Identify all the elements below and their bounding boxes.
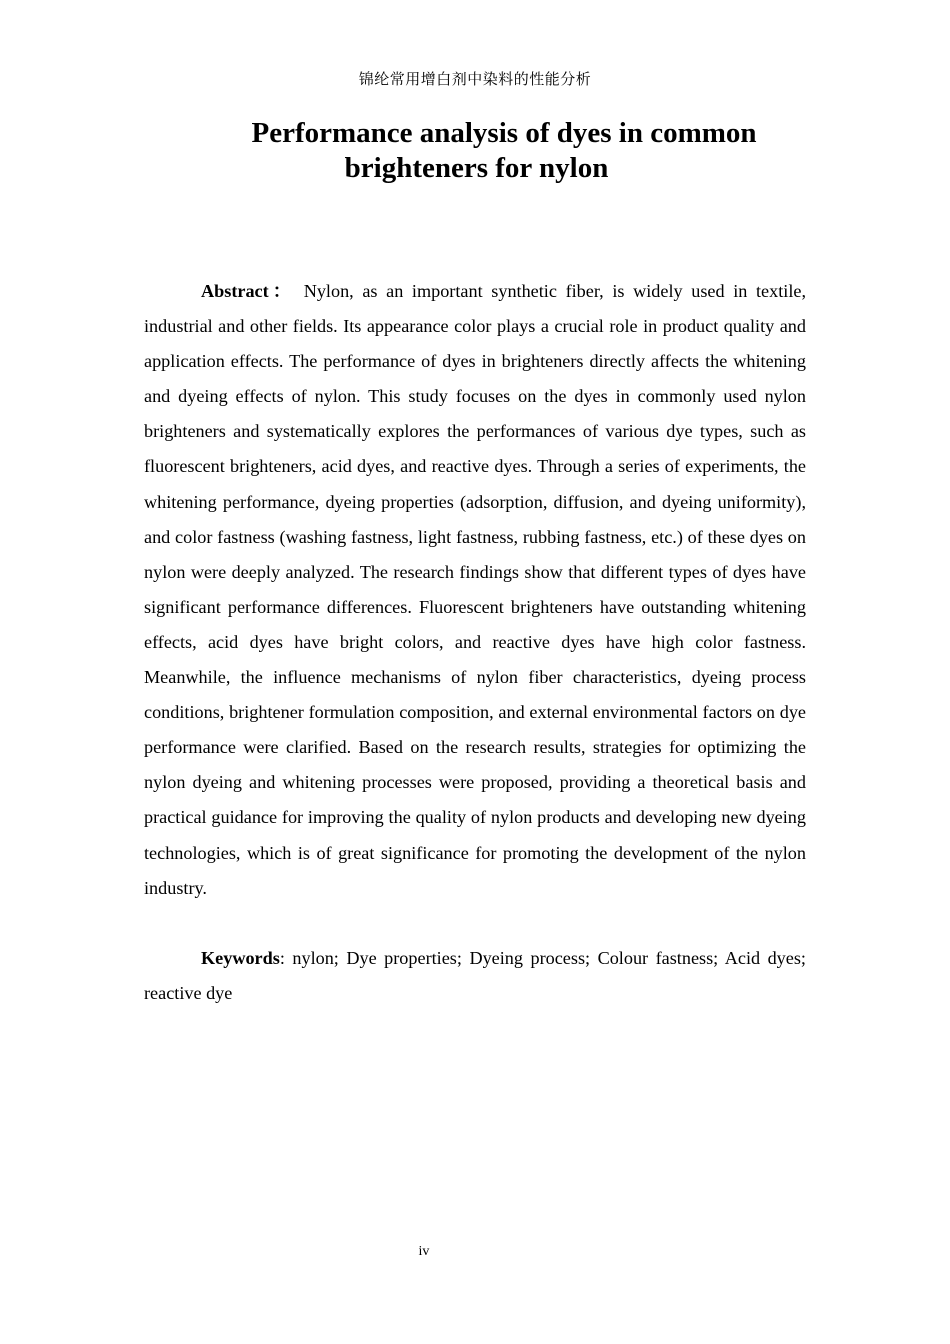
keywords-label: Keywords (201, 948, 280, 968)
keywords-paragraph (144, 941, 806, 1011)
running-header: 锦纶常用增白剂中染料的性能分析 (358, 70, 592, 88)
title-line-2: brighteners for nylon (344, 152, 609, 184)
keywords-text: nylon; Dye properties; Dyeing process; Colour fastness; Acid dyes; reactive dye (144, 948, 806, 1003)
page-title (180, 116, 828, 186)
title-line-1: Performance analysis of dyes in common (251, 117, 757, 149)
abstract-label: Abstract： (201, 281, 296, 301)
keywords-separator: : (279, 948, 293, 968)
abstract-text: Nylon, as an important synthetic fiber, is widely used in textile, industrial and other fields. Its appearance color plays a crucial role in product quality and application effects. The performance of dyes in brighteners directly affects the whitening and dyeing effects of nylon. This study focuses on the dyes in commonly used nylon brighteners and systematically explores the performances of various dye types, such as fluorescent brighteners, acid dyes, and reactive dyes. Through a series of experiments, the whitening performance, dyeing properties (adsorption, diffusion, and dyeing uniformity), and color fastness (washing fastness, light fastness, rubbing fastness, etc.) of these dyes on nylon were deeply analyzed. The research findings show that different types of dyes have significant performance differences. Fluorescent brighteners have outstanding whitening effects, acid dyes have bright colors, and reactive dyes have high color fastness. Meanwhile, the influence mechanisms of nylon fiber characteristics, dyeing process conditions, brightener formulation composition, and external environmental factors on dye performance were clarified. Based on the research results, strategies for optimizing the nylon dyeing and whitening processes were proposed, providing a theoretical basis and practical guidance for improving the quality of nylon products and developing new dyeing technologies, which is of great significance for promoting the development of the nylon industry. (144, 281, 806, 898)
abstract-paragraph (144, 274, 806, 906)
page-number: iv (418, 1244, 430, 1259)
